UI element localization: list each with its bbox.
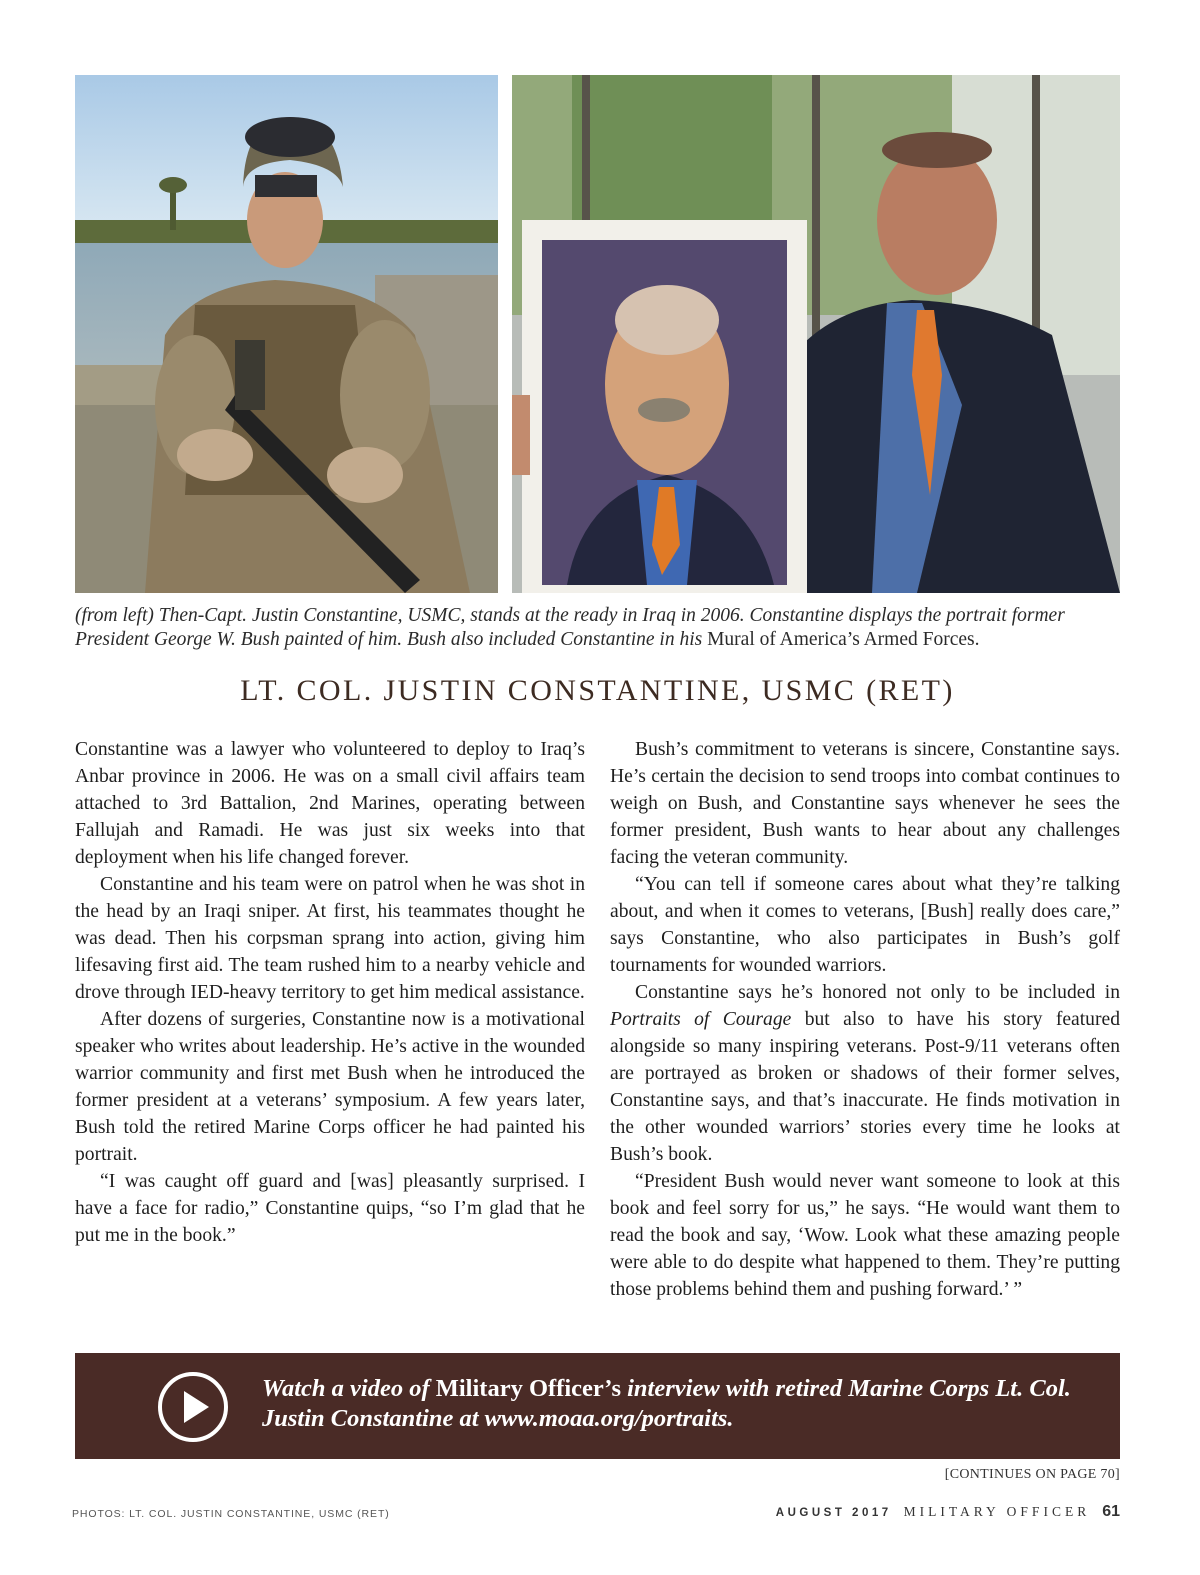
article-column-left [75,736,585,1249]
page-folio [776,1503,1120,1521]
caption-mural-title: Mural of America’s Armed Forces. [707,629,980,650]
continues-note: [CONTINUES ON PAGE 70] [944,1467,1120,1482]
banner-text: Watch a video of [262,1375,436,1402]
paragraph: Constantine and his team were on patrol when he was shot in the head by an Iraqi sniper. At first, his teammates thought he was dead. Then his corpsman sprang into action, giving him lifesaving first aid. The team rushed him to a nearby vehicle and drove through IED-heavy territory to get him medical assistance. [75,874,585,1003]
photo-soldier-iraq [75,75,498,593]
magazine-title: MILITARY OFFICER [903,1504,1091,1519]
caption-text: (from left) Then-Capt. Justin Constantine, USMC, stands at the ready in Iraq in 2006. Constantine displays the portrait former President George W. Bush painted of him. Bush also included Constantine in his [75,605,1065,650]
video-link-text[interactable] [262,1374,1082,1434]
article-column-right [610,736,1120,1303]
photo-constantine-with-portrait [512,75,1120,593]
issue-date: AUGUST 2017 [775,1507,892,1519]
play-icon[interactable] [157,1371,229,1443]
paragraph: After dozens of surgeries, Constantine now is a motivational speaker who writes about leadership. He’s active in the wounded warrior community and first met Bush when he introduced the former president at a veterans’ symposium. A few years later, Bush told the retired Marine Corps officer he had painted his portrait. [75,1009,585,1165]
paragraph [610,979,1120,1168]
magazine-name: Military Officer’s [435,1375,621,1402]
photo-credit: PHOTOS: LT. COL. JUSTIN CONSTANTINE, USMC (RET) [72,1508,390,1520]
page-number: 61 [1102,1503,1120,1520]
paragraph: Constantine was a lawyer who volunteered to deploy to Iraq’s Anbar province in 2006. He was on a small civil affairs team attached to 3rd Battalion, 2nd Marines, operating between Fallujah and Ramadi. He was just six weeks into that deployment when his life changed forever. [75,739,585,868]
photo-caption [75,604,1125,652]
article-headline: LT. COL. JUSTIN CONSTANTINE, USMC (RET) [240,674,955,707]
book-title: Portraits of Courage [610,1009,792,1030]
paragraph: Bush’s commitment to veterans is sincere, Constantine says. He’s certain the decision to send troops into combat continues to weigh on Bush, and Constantine says whenever he sees the former president, Bush wants to hear about any challenges facing the veteran community. [610,739,1120,868]
paragraph: “President Bush would never want someone to look at this book and feel sorry for us,” he says. “He would want them to read the book and say, ‘Wow. Look what these amazing people were able to do despite what happened to them. They’re putting those problems behind them and pushing forward.’ ” [610,1171,1120,1300]
banner-text: interview with retired Marine Corps Lt. Col. Justin Constantine at www.moaa.org/portraits. [262,1375,1071,1432]
paragraph-text: Constantine says he’s honored not only to be included in [635,982,1120,1003]
paragraph-text: but also to have his story featured alongside so many inspiring veterans. Post-9/11 veterans often are portrayed as broken or shadows of their former selves, Constantine says, and that’s inaccurate. He finds motivation in the other wounded warriors’ stories every time he looks at Bush’s book. [610,1009,1120,1165]
paragraph: “I was caught off guard and [was] pleasantly surprised. I have a face for radio,” Constantine quips, “so I’m glad that he put me in the book.” [75,1171,585,1246]
paragraph: “You can tell if someone cares about what they’re talking about, and when it comes to veterans, [Bush] really does care,” says Constantine, who also participates in Bush’s golf tournaments for wounded warriors. [610,874,1120,976]
